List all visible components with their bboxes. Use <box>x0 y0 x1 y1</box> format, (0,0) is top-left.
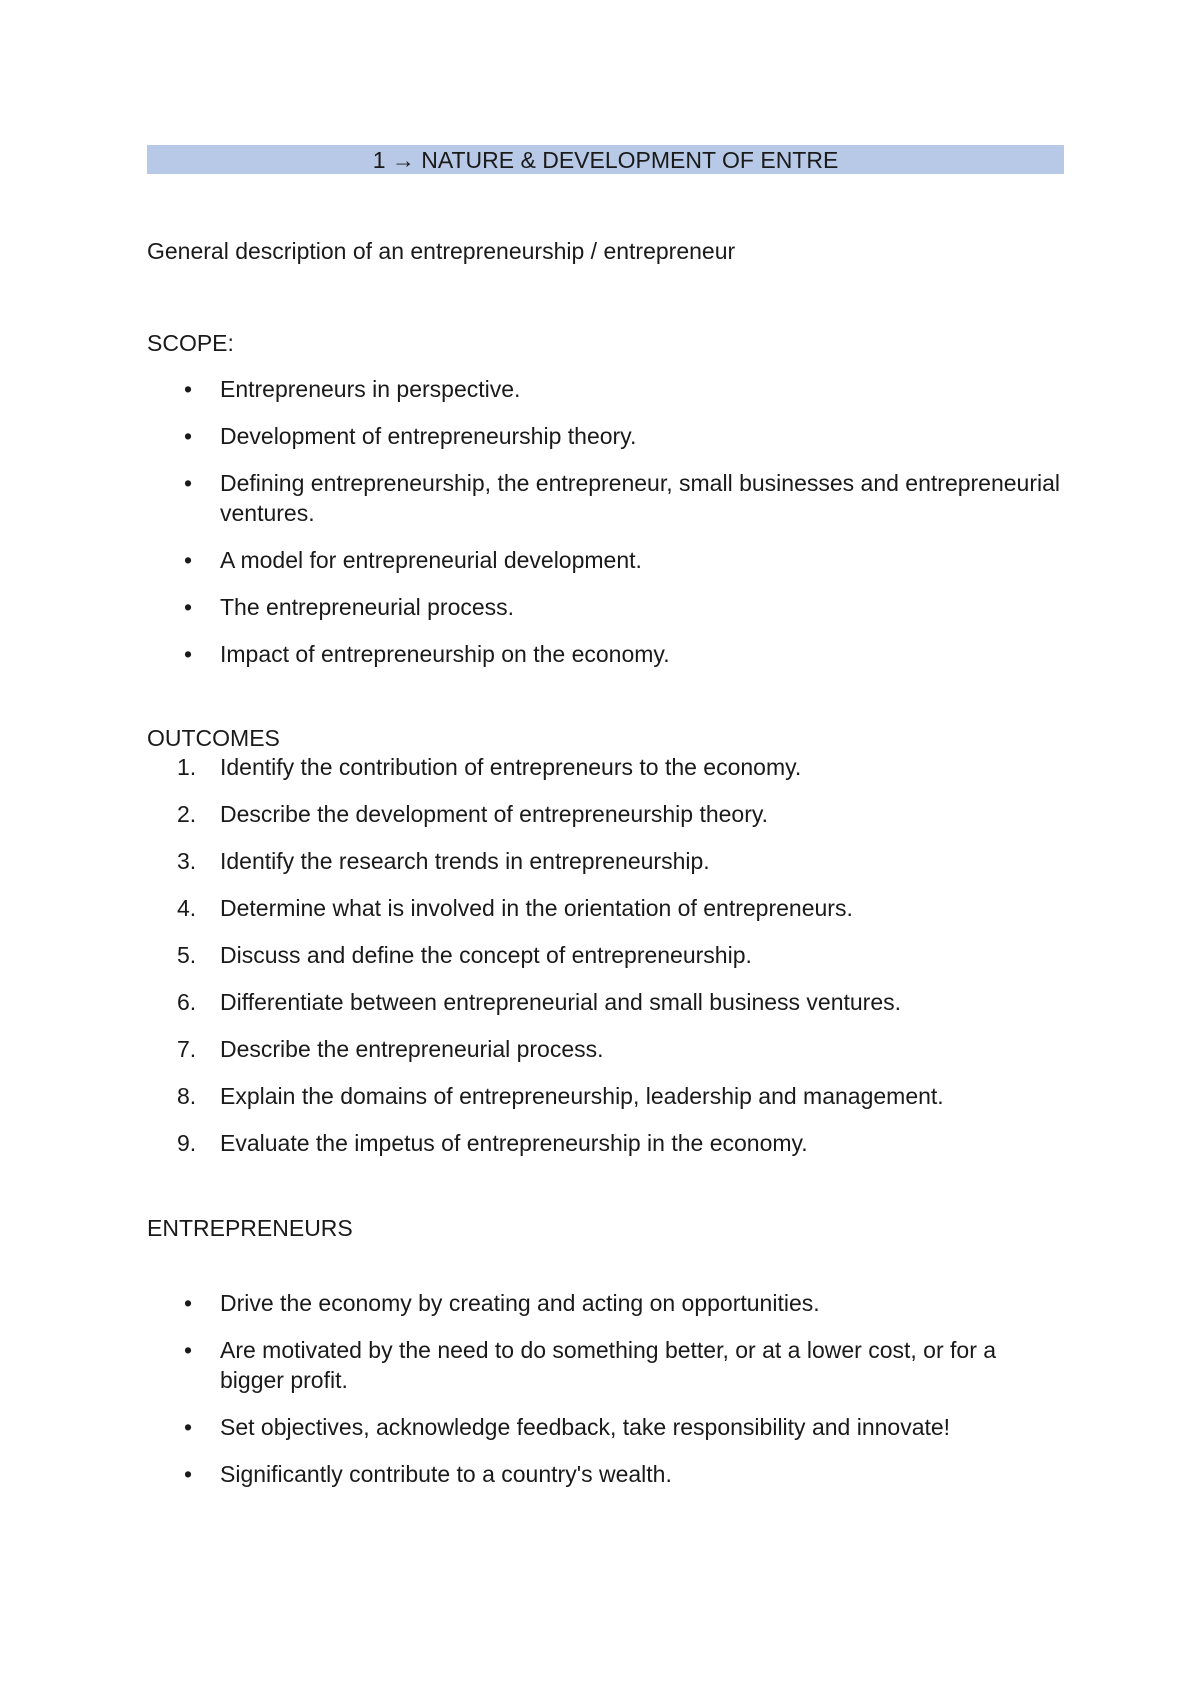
list-item <box>147 1128 1064 1158</box>
list-number: 1. <box>177 754 197 780</box>
list-item <box>147 893 1064 923</box>
list-item-text: Discuss and define the concept of entrepreneurship. <box>220 942 752 968</box>
list-item-text: Differentiate between entrepreneurial and small business ventures. <box>220 989 902 1015</box>
list-item <box>147 752 1064 782</box>
list-item <box>147 421 1064 451</box>
list-item-text: Describe the entrepreneurial process. <box>220 1036 604 1062</box>
list-number: 3. <box>177 848 197 874</box>
list-item <box>147 940 1064 970</box>
list-item-text: Identify the contribution of entrepreneurs to the economy. <box>220 754 802 780</box>
list-item-text: Evaluate the impetus of entrepreneurship in the economy. <box>220 1130 808 1156</box>
list-number: 7. <box>177 1036 197 1062</box>
list-item-text: Identify the research trends in entrepreneurship. <box>220 848 710 874</box>
bullet-marker: • <box>184 1461 193 1487</box>
list-item <box>147 1459 1064 1489</box>
bullet-marker: • <box>184 470 193 496</box>
intro-text: General description of an entrepreneurship / entrepreneur <box>147 238 736 264</box>
scope-list <box>147 374 1064 669</box>
list-item <box>147 1288 1064 1318</box>
list-item-text: Entrepreneurs in perspective. <box>220 376 521 402</box>
list-item <box>147 639 1064 669</box>
list-item <box>147 545 1064 575</box>
list-number: 5. <box>177 942 197 968</box>
bullet-marker: • <box>184 547 193 573</box>
bullet-marker: • <box>184 594 193 620</box>
bullet-marker: • <box>184 376 193 402</box>
list-item <box>147 987 1064 1017</box>
bullet-marker: • <box>184 1414 193 1440</box>
list-item <box>147 799 1064 829</box>
list-item-text: Set objectives, acknowledge feedback, take responsibility and innovate! <box>220 1414 951 1440</box>
list-item-text: Significantly contribute to a country's wealth. <box>220 1461 672 1487</box>
list-item-text: Impact of entrepreneurship on the economy. <box>220 641 670 667</box>
list-item-text: Determine what is involved in the orientation of entrepreneurs. <box>220 895 853 921</box>
list-number: 6. <box>177 989 197 1015</box>
list-item <box>147 374 1064 404</box>
list-item-text: The entrepreneurial process. <box>220 594 515 620</box>
list-item-text: Are motivated by the need to do something better, or at a lower cost, or for a bigger profit. <box>220 1337 997 1393</box>
list-number: 8. <box>177 1083 197 1109</box>
outcomes-heading: OUTCOMES <box>147 725 280 751</box>
list-item <box>147 592 1064 622</box>
entrepreneurs-heading: ENTREPRENEURS <box>147 1215 353 1241</box>
list-item <box>147 1412 1064 1442</box>
list-item <box>147 1335 1064 1395</box>
list-item-text: Development of entrepreneurship theory. <box>220 423 637 449</box>
list-item <box>147 468 1064 528</box>
list-item-text: Defining entrepreneurship, the entrepreneur, small businesses and entrepreneurial ventures. <box>220 470 1061 526</box>
entrepreneurs-list <box>147 1288 1064 1489</box>
document-page <box>147 145 1064 1489</box>
outcomes-list <box>147 752 1064 1158</box>
list-item-text: A model for entrepreneurial development. <box>220 547 642 573</box>
bullet-marker: • <box>184 641 193 667</box>
list-item-text: Describe the development of entrepreneurship theory. <box>220 801 769 827</box>
list-item <box>147 1081 1064 1111</box>
bullet-marker: • <box>184 423 193 449</box>
list-item <box>147 1034 1064 1064</box>
list-number: 9. <box>177 1130 197 1156</box>
list-item-text: Drive the economy by creating and acting on opportunities. <box>220 1290 820 1316</box>
list-number: 4. <box>177 895 197 921</box>
page-title: 1 → NATURE & DEVELOPMENT OF ENTRE <box>147 145 1064 174</box>
scope-heading: SCOPE: <box>147 330 234 356</box>
bullet-marker: • <box>184 1290 193 1316</box>
list-item <box>147 846 1064 876</box>
bullet-marker: • <box>184 1337 193 1363</box>
list-item-text: Explain the domains of entrepreneurship, leadership and management. <box>220 1083 944 1109</box>
list-number: 2. <box>177 801 197 827</box>
